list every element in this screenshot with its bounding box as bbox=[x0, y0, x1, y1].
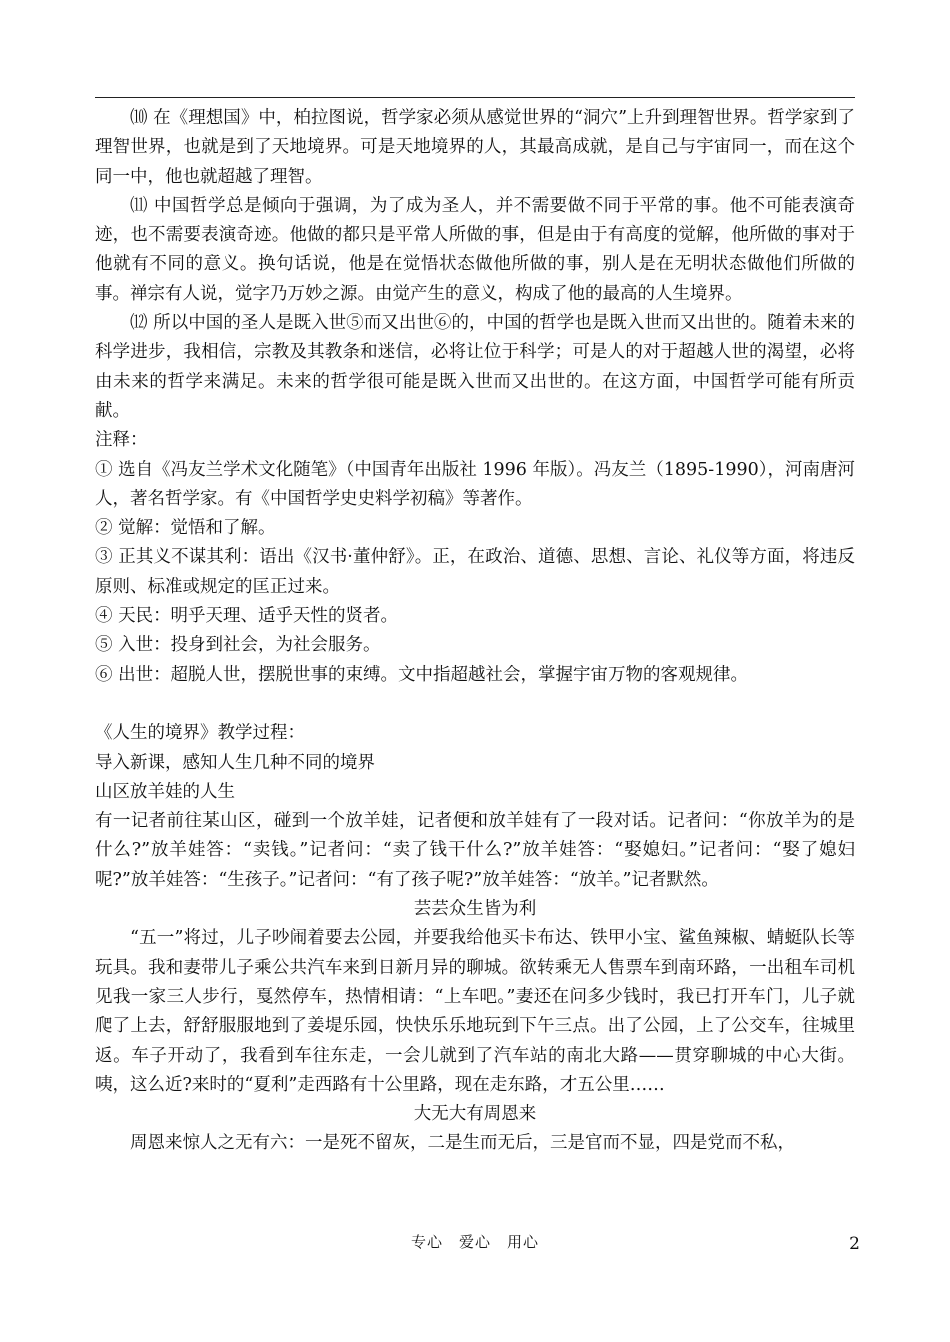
header-rule bbox=[95, 97, 855, 98]
footer-motto: 专心 爱心 用心 bbox=[410, 1233, 539, 1251]
note-item: ⑥ 出世：超脱人世，摆脱世事的束缚。文中指超越社会，掌握宇宙万物的客观规律。 bbox=[95, 664, 749, 685]
paragraph-12: ⑿ 所以中国的圣人是既入世⑤而又出世⑥的，中国的哲学也是既入世而又出世的。随着未来的科学进步，我相信，宗教及其教条和迷信，必将让位于科学；可是人的对于超越人世的渴望，必将由未来的哲学来满足。未来的哲学很可能是既入世而又出世的。在这方面，中国哲学可能有所贡献。 bbox=[95, 313, 855, 421]
story1-body: 有一记者前往某山区，碰到一个放羊娃，记者便和放羊娃有了一段对话。记者问：“你放羊为的是什么?”放羊娃答：“卖钱。”记者问：“卖了钱干什么?”放羊娃答：“娶媳妇。”记者问：“娶了媳妇呢?”放羊娃答：“生孩子。”记者问：“有了孩子呢?”放羊娃答：“放羊。”记者默然。 bbox=[95, 811, 855, 890]
note-item: ② 觉解：觉悟和了解。 bbox=[95, 518, 276, 539]
paragraph-11: ⑾ 中国哲学总是倾向于强调，为了成为圣人，并不需要做不同于平常的事。他不可能表演奇迹，也不需要表演奇迹。他做的都只是平常人所做的事，但是由于有高度的觉解，他所做的事对于他就有不同的意义。换句话说，他是在觉悟状态做他所做的事，别人是在无明状态做他们所做的事。禅宗有人说，觉字乃万妙之源。由觉产生的意义，构成了他的最高的人生境界。 bbox=[95, 195, 855, 304]
page-body bbox=[95, 104, 855, 1159]
note-item: ⑤ 入世：投身到社会，为社会服务。 bbox=[95, 635, 381, 656]
note-item: ③ 正其义不谋其利：语出《汉书·董仲舒》。正，在政治、道德、思想、言论、礼仪等方面，将违反原则、标准或规定的匡正过来。 bbox=[95, 547, 855, 597]
story2-title: 芸芸众生皆为利 bbox=[413, 899, 537, 920]
notes-heading: 注释： bbox=[95, 430, 148, 451]
teaching-title: 《人生的境界》教学过程： bbox=[95, 723, 305, 744]
paragraph-10: ⑽ 在《理想国》中，柏拉图说，哲学家必须从感觉世界的“洞穴”上升到理智世界。哲学家到了理智世界，也就是到了天地境界。可是天地境界的人，其最高成就，是自己与宇宙同一，而在这个同一中，他也就超越了理智。 bbox=[95, 108, 855, 187]
story1-title: 山区放羊娃的人生 bbox=[95, 781, 235, 802]
note-item: ④ 天民：明乎天理、适乎天性的贤者。 bbox=[95, 606, 399, 627]
teaching-intro: 导入新课，感知人生几种不同的境界 bbox=[95, 752, 375, 773]
page-number: 2 bbox=[849, 1234, 860, 1254]
story3-title: 大无大有周恩来 bbox=[413, 1104, 537, 1125]
note-item: ① 选自《冯友兰学术文化随笔》（中国青年出版社 1996 年版）。冯友兰（1895-1990），河南唐河人，著名哲学家。有《中国哲学史史料学初稿》等著作。 bbox=[95, 459, 855, 509]
story3-body: 周恩来惊人之无有六：一是死不留灰，二是生而无后，三是官而不显，四是党而不私， bbox=[130, 1133, 795, 1154]
story2-body: “五一”将过，儿子吵闹着要去公园，并要我给他买卡布达、铁甲小宝、鲨鱼辣椒、蜻蜓队长等玩具。我和妻带儿子乘公共汽车来到日新月异的聊城。欲转乘无人售票车到南环路，一出租车司机见我一家三人步行，戛然停车，热情相请：“上车吧。”妻还在问多少钱时，我已打开车门，儿子就爬了上去，舒舒服服地到了姜堤乐园，快快乐乐地玩到下午三点。出了公园，上了公交车，往城里返。车子开动了，我看到车往东走，一会儿就到了汽车站的南北大路——贯穿聊城的中心大街。咦，这么近?来时的“夏利”走西路有十公里路，现在走东路，才五公里…… bbox=[95, 928, 855, 1095]
blank-line bbox=[95, 690, 855, 719]
